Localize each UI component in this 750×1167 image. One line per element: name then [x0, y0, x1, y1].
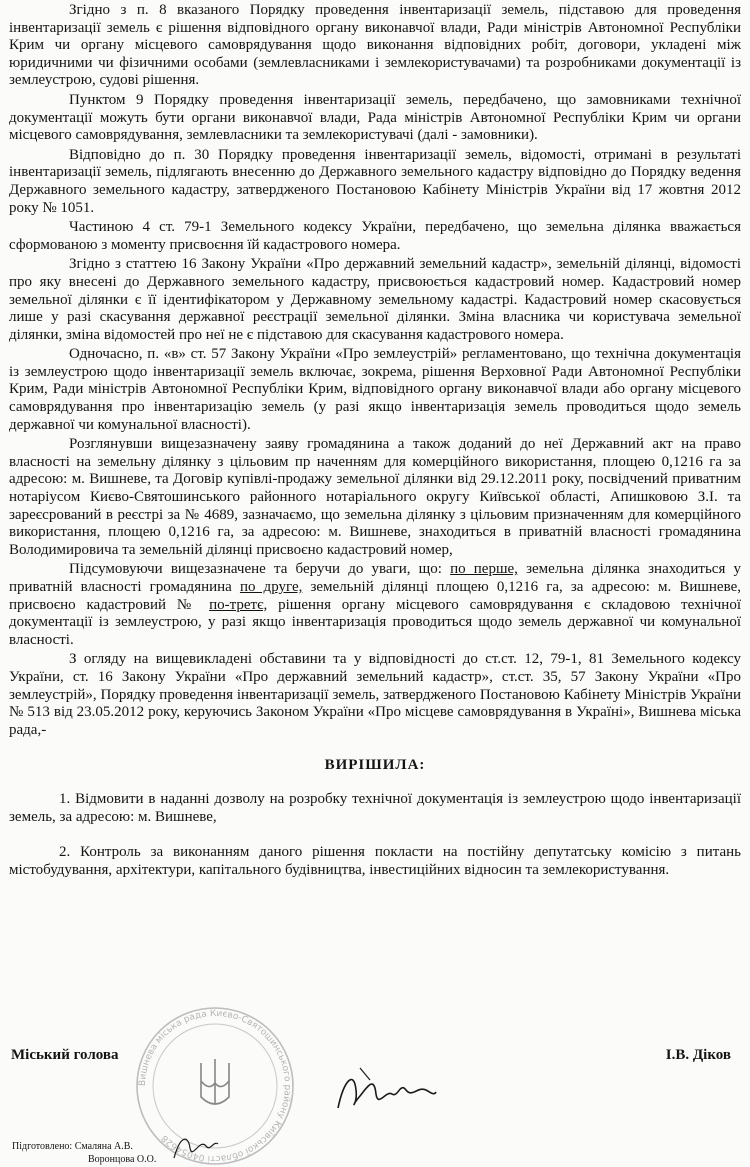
paragraph-land-management-law: Одночасно, п. «в» ст. 57 Закону України «Про землеустрій» регламентовано, що технічна документація із землеустрою щодо інвентаризації земель включає, зокрема, рішення Верховної Ради Автономної Республіки Крим, Ради міністрів Автономної Республіки Крим, відповідного органу виконавчої влади або органу місцевого самоврядування про інвентаризацію земель (у разі якщо інвентаризація земель проводиться щодо земель державної чи комунальної власності).	[9, 346, 741, 433]
prepared-by-name-2: Воронцова О.О.	[88, 1154, 157, 1165]
paragraph-land-code: Частиною 4 ст. 79-1 Земельного кодексу України, передбачено, що земельна ділянка вважається сформованою з моменту присвоєння їй кадастрового номера.	[9, 219, 741, 253]
mayor-signature-icon	[330, 1060, 440, 1120]
paragraph-cadastral-number: Згідно з статтею 16 Закону України «Про державний земельний кадастр», земельній ділянці, відомості про яку внесені до Державного земельного кадастру, присвоюється кадастровий номер. Кадастровий номер земельної ділянки є її ідентифікатором у Державному земельному кадастрі. Кадастровий номер скасовується лише у разі скасування державної реєстрації земельної ділянки. Зміна власника чи користувача земельної ділянки, зміна відомостей про неї не є підставою для скасування кадастрового номера.	[9, 256, 741, 343]
summary-first-label: по перше,	[450, 561, 518, 578]
document-body	[9, 2, 741, 897]
summary-second-text: земельній ділянці площею 0,1216 га, за адресою: м. Вишневе, присвоєно кадастровий №	[9, 579, 741, 613]
summary-third-label: по-третє,	[209, 596, 268, 613]
paragraph-inventory-basis: Згідно з п. 8 вказаного Порядку проведення інвентаризації земель, підставою для проведення інвентаризації земель є рішення відповідного органу виконавчої влади, Ради міністрів Автономної Республіки Крим чи органу місцевого самоврядування щодо виконання відповідних робіт, договори, укладені між юридичними чи фізичними особами (землевласниками і землекористувачами) та розробниками документації із землеустрою, судові рішення.	[9, 2, 741, 89]
decision-item-control: 2. Контроль за виконанням даного рішення покласти на постійну депутатську комісію з питань містобудування, архітектури, капітального будівництва, інвестиційних відносин та землекористування.	[9, 844, 741, 878]
mayor-position: Міський голова	[11, 1047, 119, 1063]
trident-emblem-icon	[201, 1059, 229, 1104]
summary-second-label: по друге,	[239, 579, 303, 595]
paragraph-summary	[9, 561, 741, 649]
summary-first-text: земельна ділянка знаходиться у приватній власності громадянина	[9, 561, 742, 595]
paragraph-legal-basis: З огляду на вищевикладені обставини та у відповідності до ст.ст. 12, 79-1, 81 Земельного кодексу України, ст. 16 Закону України «Про державний земельний кадастр», ст.ст. 35, 57 Закону України «Про землеустрій», Порядку проведення інвентаризації земель, затвердженого Постановою Кабінету Міністрів України № 513 від 23.05.2012 року, керуючись Законом України «Про місцеве самоврядування в Україні», Вишнева міська рада,-	[9, 651, 741, 738]
preparer-signature-icon	[170, 1128, 220, 1164]
paragraph-application-review: Розглянувши вищезазначену заяву громадянина а також доданий до неї Державний акт на право власності на земельну ділянку з цільовим пр наченням для комерційного використання, площею 0,1216 га за адресою: м. Вишневе, та Договір купівлі-продажу земельної ділянки від 29.12.2011 року, посвідчений приватним нотаріусом Києво-Святошинського районного нотаріального округу Київської області, Апишковою З.І. та зареєсрований в реєстрі за № 4689, зазначаємо, що земельна ділянку з цільовим призначенням для комерційного використання, площею 0,1216 га, за адресою: м. Вишневе, знаходиться в приватній власності громадянина Володимировича та земельній ділянці присвоєно кадастровий номер,	[9, 436, 741, 558]
prepared-by-name-1: Смаляна А.В.	[74, 1141, 133, 1152]
paragraph-cadastre-entry: Відповідно до п. 30 Порядку проведення інвентаризації земель, відомості, отримані в результаті інвентаризації земель, підлягають внесенню до Державного земельного кадастру відповідно до Порядку ведення Державного земельного кадастру, затвердженого Постановою Кабінету Міністрів України від 17 жовтня 2012 року № 1051.	[9, 146, 741, 216]
prepared-by-label: Підготовлено:	[12, 1141, 73, 1152]
decision-heading: ВИРІШИЛА:	[324, 757, 426, 774]
summary-third-text: рішення органу місцевого самоврядування є складовою технічної документації із землеустрою, у разі якщо інвентаризація проводиться щодо земель державної чи комунальної власності.	[9, 596, 741, 648]
mayor-name: І.В. Діков	[665, 1047, 731, 1063]
decision-item-refuse: 1. Відмовити в наданні дозволу на розробку технічної документація із землеустрою щодо інвентаризації земель, за адресою: м. Вишневе,	[9, 790, 741, 825]
seal-ring-text: Вишнева міська рада Києво-Святошинського району Київської області 04054628	[137, 1008, 293, 1164]
prepared-by-block	[12, 1140, 156, 1166]
paragraph-customers: Пунктом 9 Порядку проведення інвентаризації земель, передбачено, що замовниками технічної документації можуть бути органи виконавчої влади, Рада міністрів Автономної Республіки Крим чи органи місцевого самоврядування, землевласники та землекористувачі (далі - замовники).	[9, 91, 741, 144]
summary-lead: Підсумовуючи вищезазначене та беручи до уваги, що:	[69, 561, 451, 578]
